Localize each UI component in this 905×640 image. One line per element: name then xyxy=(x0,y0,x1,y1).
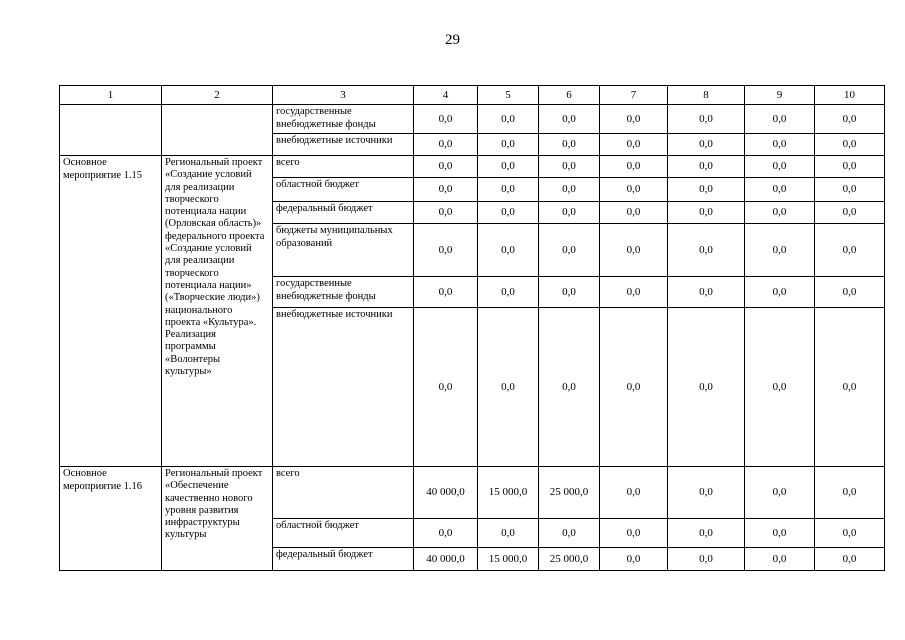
value-cell: 0,0 xyxy=(600,277,668,308)
funding-source: федеральный бюджет xyxy=(273,548,414,571)
value-cell: 0,0 xyxy=(815,277,885,308)
funding-source: всего xyxy=(273,156,414,178)
value-cell: 0,0 xyxy=(745,178,815,202)
value-cell: 0,0 xyxy=(539,134,600,156)
value-cell: 0,0 xyxy=(815,519,885,548)
value-cell: 0,0 xyxy=(668,134,745,156)
value-cell: 0,0 xyxy=(414,277,478,308)
value-cell: 0,0 xyxy=(600,224,668,277)
value-cell: 0,0 xyxy=(668,105,745,134)
table-row xyxy=(60,467,885,519)
value-cell: 15 000,0 xyxy=(478,548,539,571)
value-cell: 0,0 xyxy=(539,224,600,277)
header-cell: 7 xyxy=(600,86,668,105)
empty-cell xyxy=(162,105,273,156)
value-cell: 0,0 xyxy=(745,467,815,519)
value-cell: 0,0 xyxy=(815,467,885,519)
value-cell: 0,0 xyxy=(414,134,478,156)
header-cell: 3 xyxy=(273,86,414,105)
value-cell: 0,0 xyxy=(745,308,815,467)
event-description: Региональный проект «Обеспечение качественно нового уровня развития инфраструктуры культуры xyxy=(162,467,273,571)
value-cell: 0,0 xyxy=(745,202,815,224)
funding-source: федеральный бюджет xyxy=(273,202,414,224)
value-cell: 0,0 xyxy=(745,105,815,134)
funding-source: государственные внебюджетные фонды xyxy=(273,105,414,134)
value-cell: 0,0 xyxy=(600,548,668,571)
value-cell: 25 000,0 xyxy=(539,548,600,571)
header-cell: 9 xyxy=(745,86,815,105)
empty-cell xyxy=(60,105,162,156)
value-cell: 0,0 xyxy=(539,519,600,548)
value-cell: 0,0 xyxy=(815,308,885,467)
value-cell: 0,0 xyxy=(539,277,600,308)
value-cell: 0,0 xyxy=(668,178,745,202)
value-cell: 0,0 xyxy=(815,134,885,156)
value-cell: 0,0 xyxy=(478,202,539,224)
value-cell: 0,0 xyxy=(668,224,745,277)
value-cell: 0,0 xyxy=(815,224,885,277)
funding-source: внебюджетные источники xyxy=(273,134,414,156)
value-cell: 0,0 xyxy=(478,308,539,467)
value-cell: 0,0 xyxy=(668,308,745,467)
table-row xyxy=(60,105,885,134)
funding-source: внебюджетные источники xyxy=(273,308,414,467)
value-cell: 0,0 xyxy=(478,224,539,277)
value-cell: 0,0 xyxy=(539,156,600,178)
value-cell: 0,0 xyxy=(414,519,478,548)
event-name: Основное мероприятие 1.16 xyxy=(60,467,162,571)
value-cell: 0,0 xyxy=(539,105,600,134)
value-cell: 0,0 xyxy=(745,134,815,156)
value-cell: 0,0 xyxy=(478,277,539,308)
page-number: 29 xyxy=(445,32,460,48)
value-cell: 0,0 xyxy=(414,224,478,277)
value-cell: 0,0 xyxy=(600,105,668,134)
value-cell: 0,0 xyxy=(539,308,600,467)
header-cell: 4 xyxy=(414,86,478,105)
value-cell: 0,0 xyxy=(600,519,668,548)
value-cell: 0,0 xyxy=(414,202,478,224)
value-cell: 40 000,0 xyxy=(414,548,478,571)
value-cell: 40 000,0 xyxy=(414,467,478,519)
value-cell: 0,0 xyxy=(745,277,815,308)
funding-source: областной бюджет xyxy=(273,519,414,548)
funding-source: бюджеты муниципальных образований xyxy=(273,224,414,277)
value-cell: 0,0 xyxy=(815,178,885,202)
value-cell: 0,0 xyxy=(539,178,600,202)
header-row xyxy=(60,86,885,105)
value-cell: 0,0 xyxy=(668,202,745,224)
value-cell: 0,0 xyxy=(745,224,815,277)
value-cell: 0,0 xyxy=(600,308,668,467)
budget-table xyxy=(59,85,885,571)
value-cell: 0,0 xyxy=(745,156,815,178)
value-cell: 0,0 xyxy=(815,548,885,571)
value-cell: 0,0 xyxy=(668,548,745,571)
value-cell: 0,0 xyxy=(815,156,885,178)
value-cell: 0,0 xyxy=(414,156,478,178)
value-cell: 0,0 xyxy=(668,156,745,178)
funding-source: всего xyxy=(273,467,414,519)
header-cell: 6 xyxy=(539,86,600,105)
value-cell: 0,0 xyxy=(668,277,745,308)
value-cell: 0,0 xyxy=(815,105,885,134)
value-cell: 25 000,0 xyxy=(539,467,600,519)
value-cell: 0,0 xyxy=(815,202,885,224)
value-cell: 0,0 xyxy=(478,134,539,156)
value-cell: 0,0 xyxy=(478,156,539,178)
table-row xyxy=(60,156,885,178)
header-cell: 1 xyxy=(60,86,162,105)
value-cell: 0,0 xyxy=(600,467,668,519)
value-cell: 0,0 xyxy=(478,105,539,134)
header-cell: 2 xyxy=(162,86,273,105)
value-cell: 0,0 xyxy=(414,105,478,134)
value-cell: 0,0 xyxy=(668,519,745,548)
header-cell: 10 xyxy=(815,86,885,105)
value-cell: 0,0 xyxy=(414,308,478,467)
value-cell: 0,0 xyxy=(668,467,745,519)
value-cell: 0,0 xyxy=(478,178,539,202)
value-cell: 0,0 xyxy=(539,202,600,224)
value-cell: 0,0 xyxy=(745,519,815,548)
funding-source: областной бюджет xyxy=(273,178,414,202)
funding-source: государственные внебюджетные фонды xyxy=(273,277,414,308)
value-cell: 0,0 xyxy=(600,156,668,178)
event-description: Региональный проект «Создание условий для реализации творческого потенциала нации (Орловская область)» федерального проекта «Создание условий для реализации творческого потенциала нации» («Творческие люди») национального проекта «Культура». Реализация программы «Волонтеры культуры» xyxy=(162,156,273,467)
event-name: Основное мероприятие 1.15 xyxy=(60,156,162,467)
value-cell: 0,0 xyxy=(414,178,478,202)
value-cell: 0,0 xyxy=(600,178,668,202)
header-cell: 5 xyxy=(478,86,539,105)
value-cell: 0,0 xyxy=(478,519,539,548)
value-cell: 0,0 xyxy=(600,134,668,156)
value-cell: 0,0 xyxy=(745,548,815,571)
header-cell: 8 xyxy=(668,86,745,105)
value-cell: 15 000,0 xyxy=(478,467,539,519)
value-cell: 0,0 xyxy=(600,202,668,224)
